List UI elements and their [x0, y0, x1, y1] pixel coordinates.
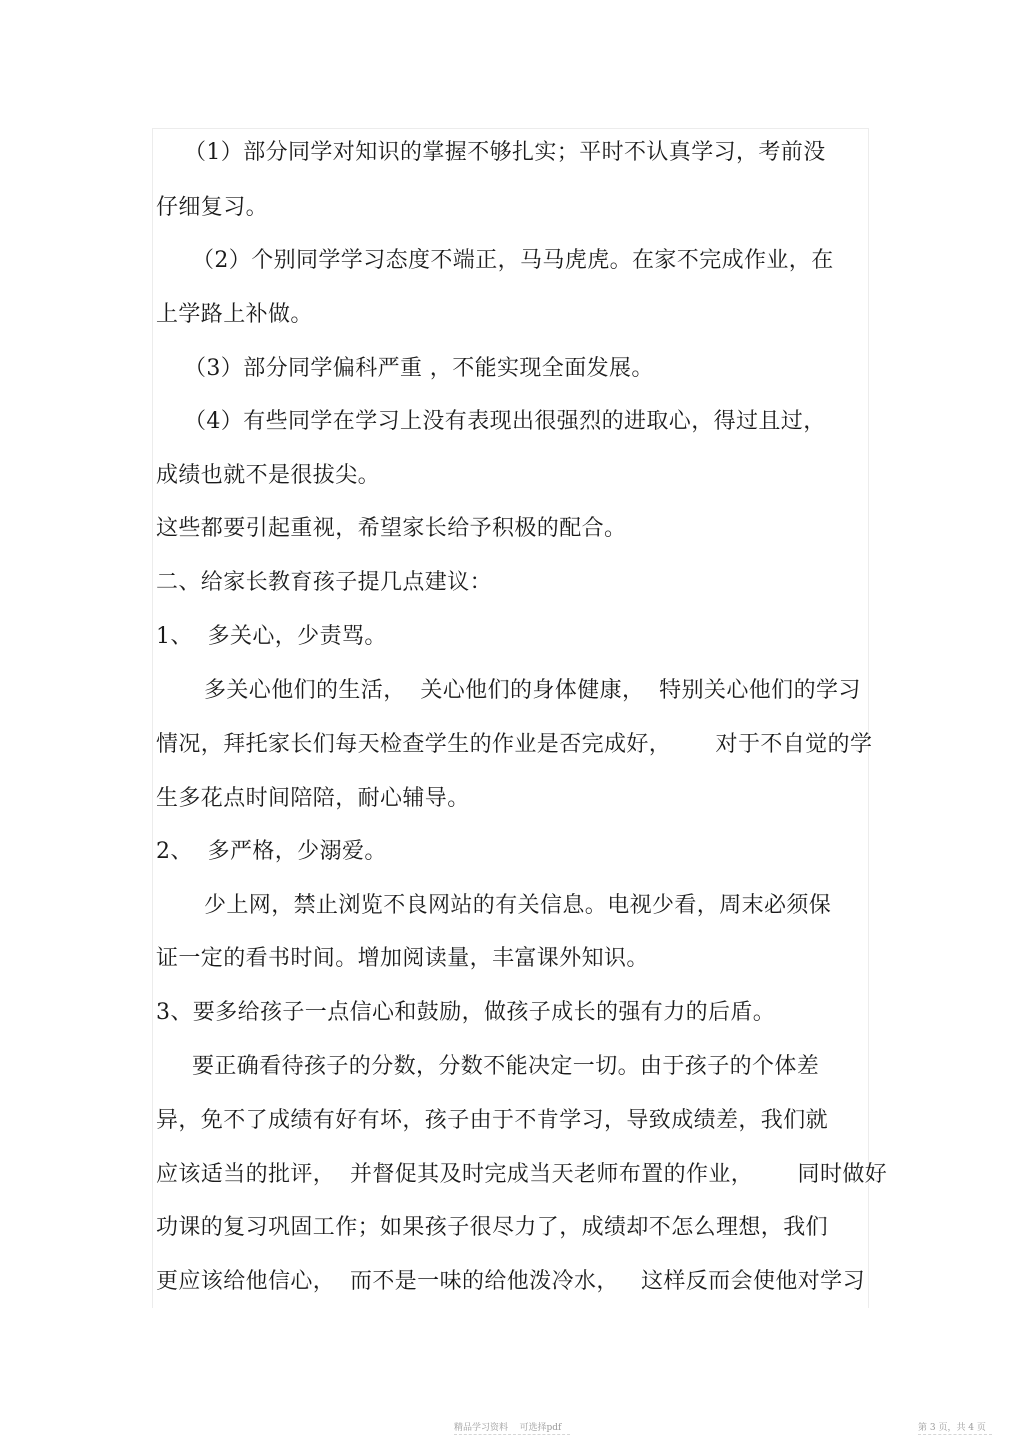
text-line: 这些都要引起重视，希望家长给予积极的配合。: [156, 516, 627, 541]
text-line: 更应该给他信心， 而不是一味的给他泼冷水， 这样反而会使他对学习: [156, 1269, 865, 1294]
text-line: （4）有些同学在学习上没有表现出很强烈的进取心，得过且过，: [184, 409, 826, 434]
text-line: 功课的复习巩固工作；如果孩子很尽力了，成绩却不怎么理想，我们: [156, 1215, 829, 1240]
text-line: （3）部分同学偏科严重 ，不能实现全面发展。: [184, 356, 654, 381]
footer-divider: [918, 1434, 992, 1435]
text-line: 上学路上补做。: [156, 302, 313, 327]
text-line: 成绩也就不是很拔尖。: [156, 463, 381, 488]
text-line: （2）个别同学学习态度不端正，马马虎虎。在家不完成作业，在: [192, 248, 834, 273]
text-line: 仔细复习。: [156, 195, 269, 220]
text-line: 多关心他们的生活， 关心他们的身体健康， 特别关心他们的学习: [204, 678, 861, 703]
text-line: 3、要多给孩子一点信心和鼓励，做孩子成长的强有力的后盾。: [156, 1000, 776, 1025]
footer-divider: [454, 1434, 570, 1435]
text-line: 异，免不了成绩有好有坏，孩子由于不肯学习，导致成绩差，我们就: [156, 1108, 829, 1133]
text-line: 应该适当的批评， 并督促其及时完成当天老师布置的作业， 同时做好: [156, 1162, 888, 1187]
page-number: 第 3 页，共 4 页: [918, 1423, 986, 1433]
text-line: 证一定的看书时间。增加阅读量，丰富课外知识。: [156, 946, 649, 971]
text-line: 要正确看待孩子的分数，分数不能决定一切。由于孩子的个体差: [192, 1054, 820, 1079]
text-line: 生多花点时间陪陪，耐心辅导。: [156, 786, 470, 811]
text-line: 1、 多关心，少责骂。: [156, 624, 387, 649]
text-line: 二、给家长教育孩子提几点建议：: [156, 570, 493, 595]
text-line: 情况，拜托家长们每天检查学生的作业是否完成好， 对于不自觉的学: [156, 732, 873, 757]
footer-watermark: 精品学习资料 可选择pdf: [454, 1423, 562, 1433]
text-line: 少上网，禁止浏览不良网站的有关信息。电视少看，周末必须保: [204, 893, 832, 918]
text-line: 2、 多严格，少溺爱。: [156, 839, 387, 864]
text-line: （1）部分同学对知识的掌握不够扎实；平时不认真学习，考前没: [184, 140, 826, 165]
